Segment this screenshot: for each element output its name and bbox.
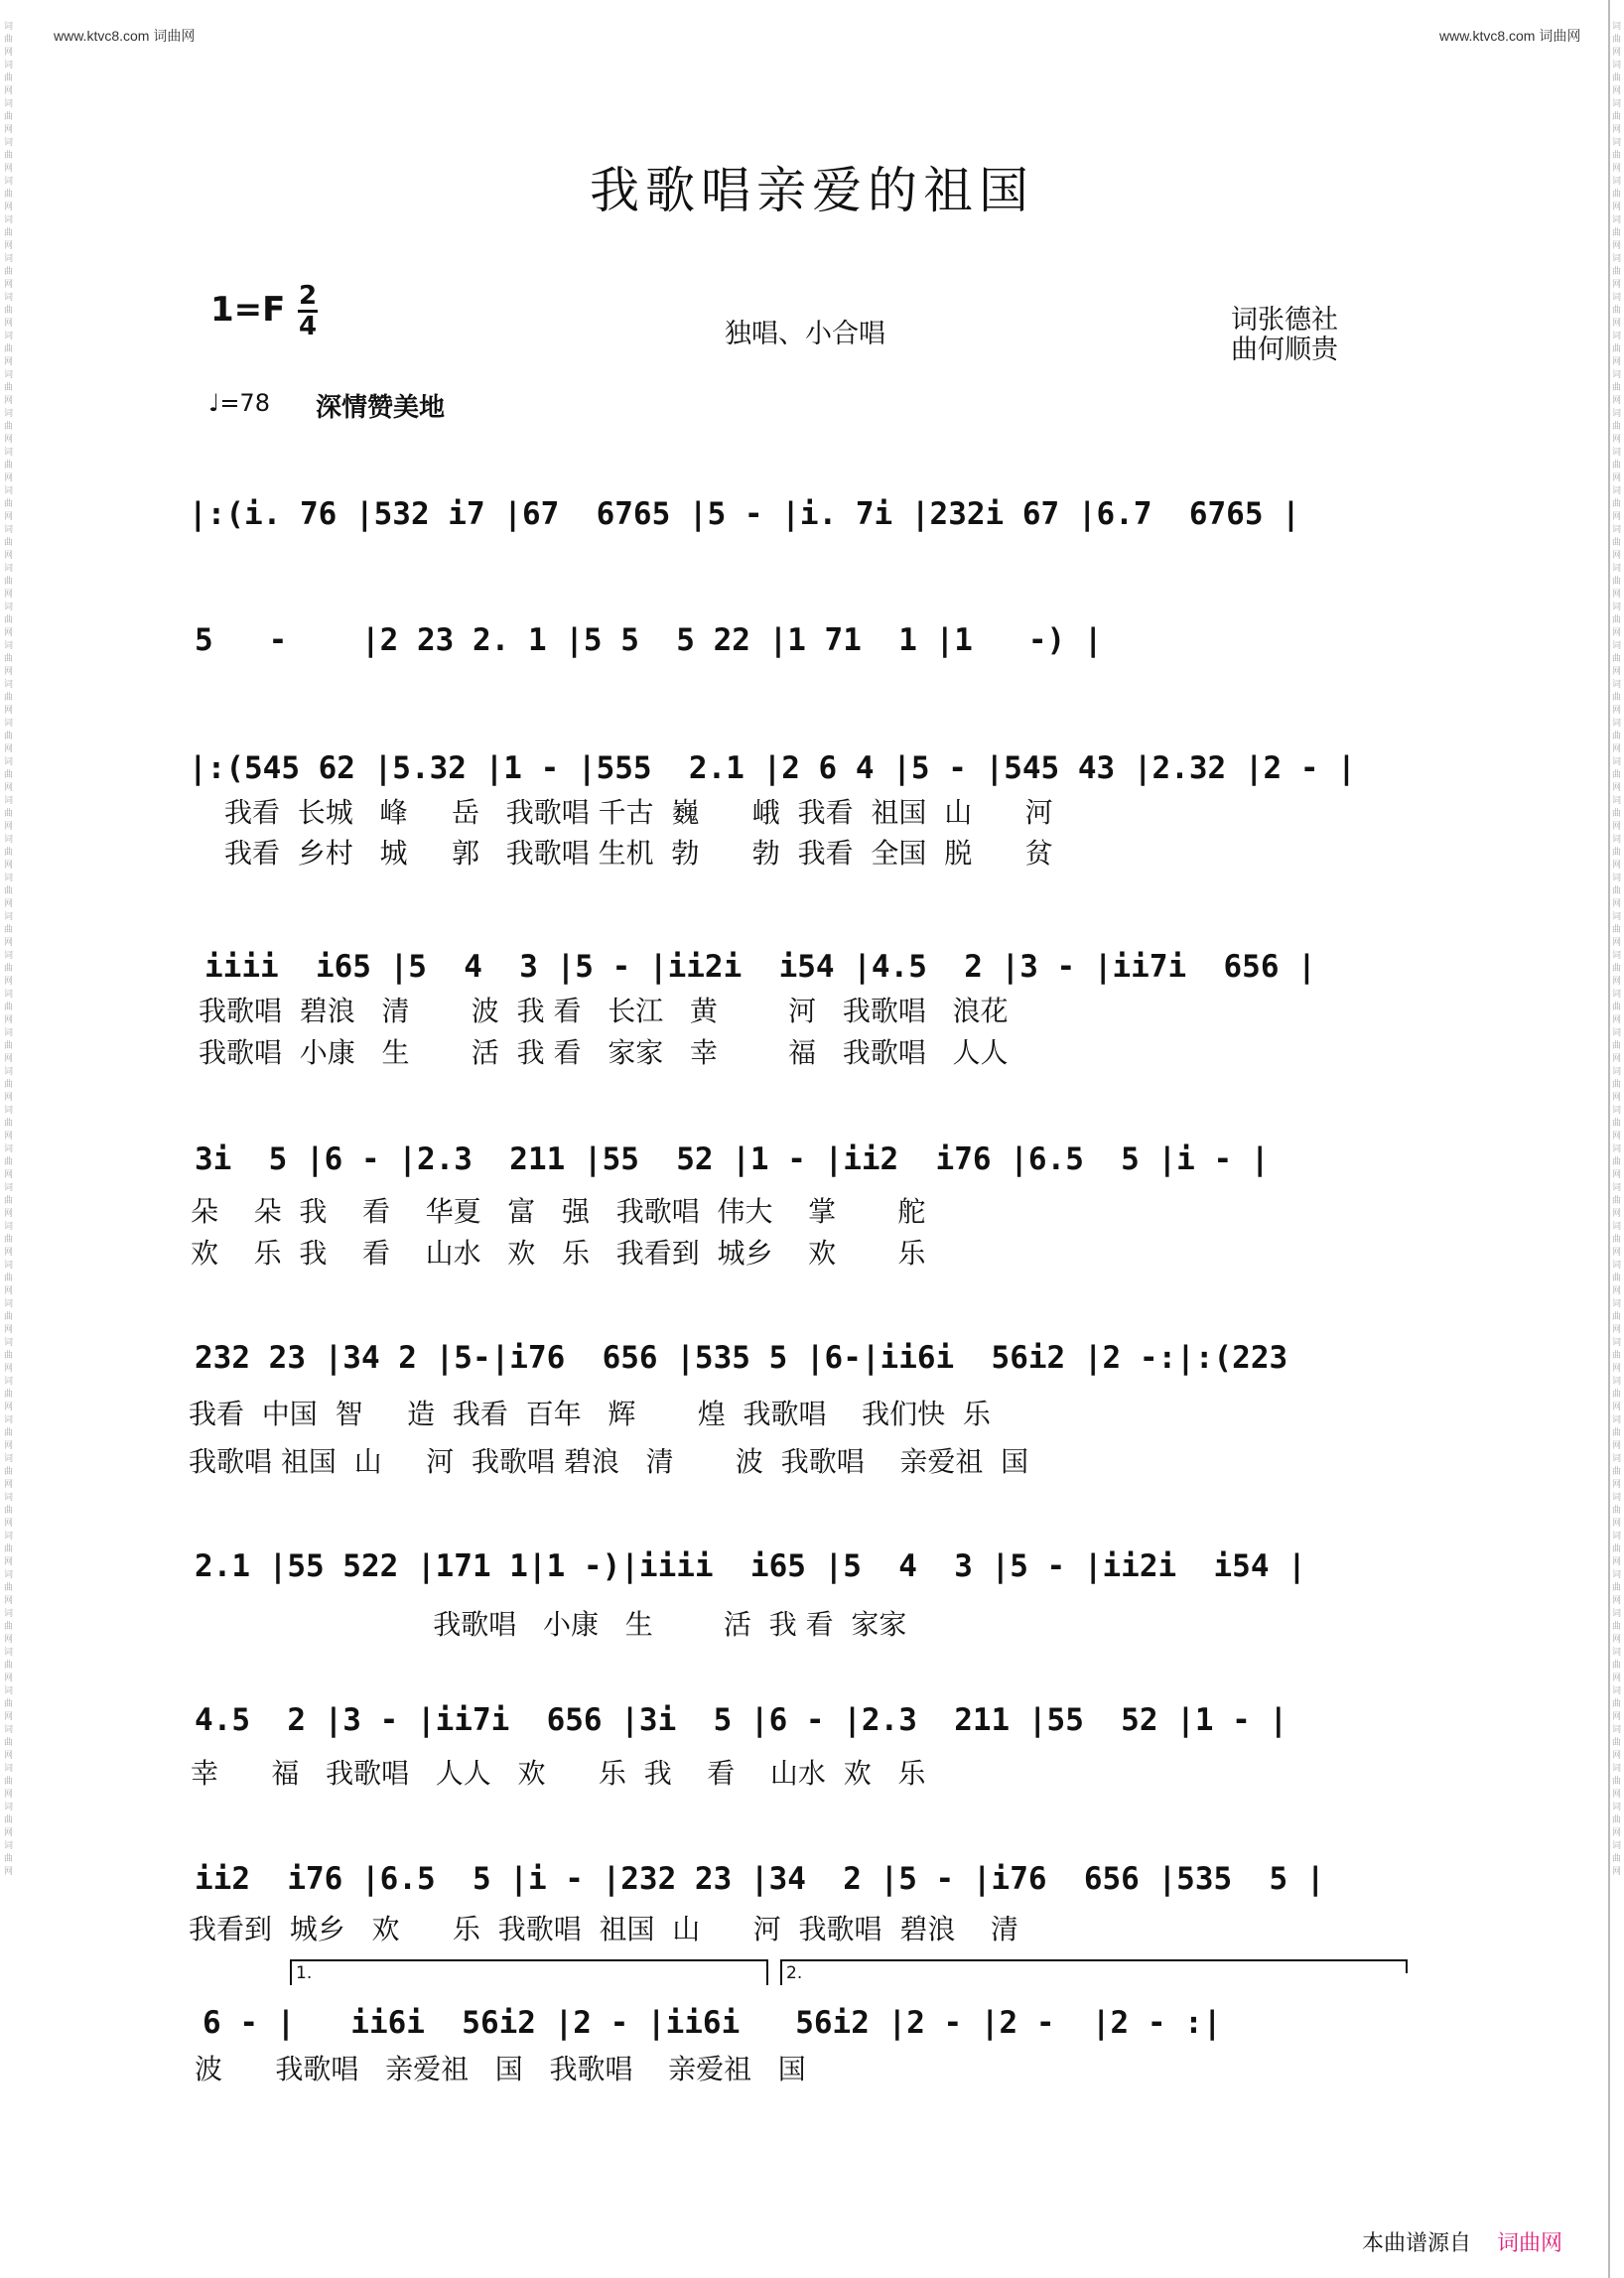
notation-line: 3i 5 |6 - |2.3 211 |55 52 |1 - |ii2 i76 |6.5 5 |i - | [195, 1141, 1270, 1177]
lyric-line-verse1: 我看到 城乡 欢 乐 我歌唱 祖国 山 河 我歌唱 碧浪 清 [189, 1913, 1018, 1945]
notation-line: |:(i. 76 |532 i7 |67 6765 |5 - |i. 7i |232i 67 |6.7 6765 | [189, 496, 1300, 532]
key-signature: 1=F [210, 290, 286, 330]
meter-bottom: 4 [298, 312, 318, 341]
notation-line: 4.5 2 |3 - |ii7i 656 |3i 5 |6 - |2.3 211 |55 52 |1 - | [195, 1702, 1288, 1738]
first-ending-bracket [290, 1959, 292, 1985]
lyric-line-verse1: 我看 中国 智 造 我看 百年 辉 煌 我歌唱 我们快 乐 [189, 1398, 991, 1430]
lyric-line-verse1: 我看 长城 峰 岳 我歌唱 千古 巍 峨 我看 祖国 山 河 [224, 796, 1053, 829]
side-watermark-right: 词曲网词曲网词曲网词曲网词曲网词曲网词曲网词曲网词曲网词曲网词曲网词曲网词曲网词曲网词曲网词曲网词曲网词曲网词曲网词曲网词曲网词曲网词曲网词曲网词曲网词曲网词曲网词曲网词曲网词曲网词曲网词曲网词曲网词曲网词曲网词曲网词曲网词曲网词曲网词曲网词曲网词曲网词曲网词曲网词曲网词曲网词曲网词曲网 [1612, 21, 1622, 1876]
first-ending-end [766, 1959, 768, 1985]
song-title: 我歌唱亲爱的祖国 [590, 162, 1034, 219]
meter-top: 2 [298, 281, 318, 311]
voice-type: 独唱、小合唱 [725, 319, 885, 349]
notation-line: iiii i65 |5 4 3 |5 - |ii2i i54 |4.5 2 |3 - |ii7i 656 | [204, 949, 1316, 985]
composer-credit: 曲何顺贵 [1231, 335, 1338, 365]
lyric-line-verse2: 我歌唱 祖国 山 河 我歌唱 碧浪 清 波 我歌唱 亲爱祖 国 [189, 1445, 1029, 1478]
notation-line: ii2 i76 |6.5 5 |i - |232 23 |34 2 |5 - |i76 656 |535 5 | [195, 1861, 1325, 1897]
notation-line: |:(545 62 |5.32 |1 - |555 2.1 |2 6 4 |5 - |545 43 |2.32 |2 - | [189, 750, 1356, 786]
second-ending-end [1406, 1959, 1408, 1973]
lyric-line-verse1: 波 我歌唱 亲爱祖 国 我歌唱 亲爱祖 国 [195, 2053, 806, 2085]
lyric-line-verse2: 我看 乡村 城 郭 我歌唱 生机 勃 勃 我看 全国 脱 贫 [224, 837, 1053, 870]
footer-site-link[interactable]: 词曲网 [1497, 2231, 1563, 2256]
notation-line: 5 - |2 23 2. 1 |5 5 5 22 |1 71 1 |1 -) | [195, 622, 1103, 658]
notation-line: 2.1 |55 522 |171 1|1 -)|iiii i65 |5 4 3 |5 - |ii2i i54 | [195, 1548, 1306, 1584]
expression-marking: 深情赞美地 [316, 393, 446, 423]
lyricist-credit: 词张德社 [1231, 305, 1338, 335]
first-ending-label: 1. [296, 1963, 313, 1983]
notation-line: 232 23 |34 2 |5-|i76 656 |535 5 |6-|ii6i 56i2 |2 -:|:(223 [195, 1340, 1288, 1376]
tempo-marking: ♩=78 [208, 389, 270, 417]
header-site-left: www.ktvc8.com 词曲网 [54, 28, 196, 44]
lyric-line-verse1: 我歌唱 小康 生 活 我 看 家家 [195, 1608, 907, 1641]
header-site-right: www.ktvc8.com 词曲网 [1439, 28, 1581, 44]
lyric-line-verse1: 我歌唱 碧浪 清 波 我 看 长江 黄 河 我歌唱 浪花 [199, 995, 1009, 1027]
time-signature [298, 282, 318, 340]
footer-source-label: 本曲谱源自 [1362, 2231, 1472, 2256]
notation-line: 6 - | ii6i 56i2 |2 - |ii6i 56i2 |2 - |2 - |2 - :| [203, 2005, 1222, 2041]
second-ending-label: 2. [786, 1963, 803, 1983]
side-watermark-left: 词曲网词曲网词曲网词曲网词曲网词曲网词曲网词曲网词曲网词曲网词曲网词曲网词曲网词曲网词曲网词曲网词曲网词曲网词曲网词曲网词曲网词曲网词曲网词曲网词曲网词曲网词曲网词曲网词曲网词曲网词曲网词曲网词曲网词曲网词曲网词曲网词曲网词曲网词曲网词曲网词曲网词曲网词曲网词曲网词曲网词曲网词曲网词曲网 [4, 21, 14, 1876]
second-ending-line [780, 1959, 1408, 1961]
second-ending-bracket [780, 1959, 782, 1985]
lyric-line-verse2: 我歌唱 小康 生 活 我 看 家家 幸 福 我歌唱 人人 [199, 1036, 1009, 1069]
lyric-line-verse1: 幸 福 我歌唱 人人 欢 乐 我 看 山水 欢 乐 [191, 1757, 926, 1790]
lyric-line-verse2: 欢 乐 我 看 山水 欢 乐 我看到 城乡 欢 乐 [191, 1237, 926, 1270]
lyric-line-verse1: 朵 朵 我 看 华夏 富 强 我歌唱 伟大 掌 舵 [191, 1195, 926, 1228]
page-border [1608, 0, 1610, 2278]
first-ending-line [290, 1959, 768, 1961]
